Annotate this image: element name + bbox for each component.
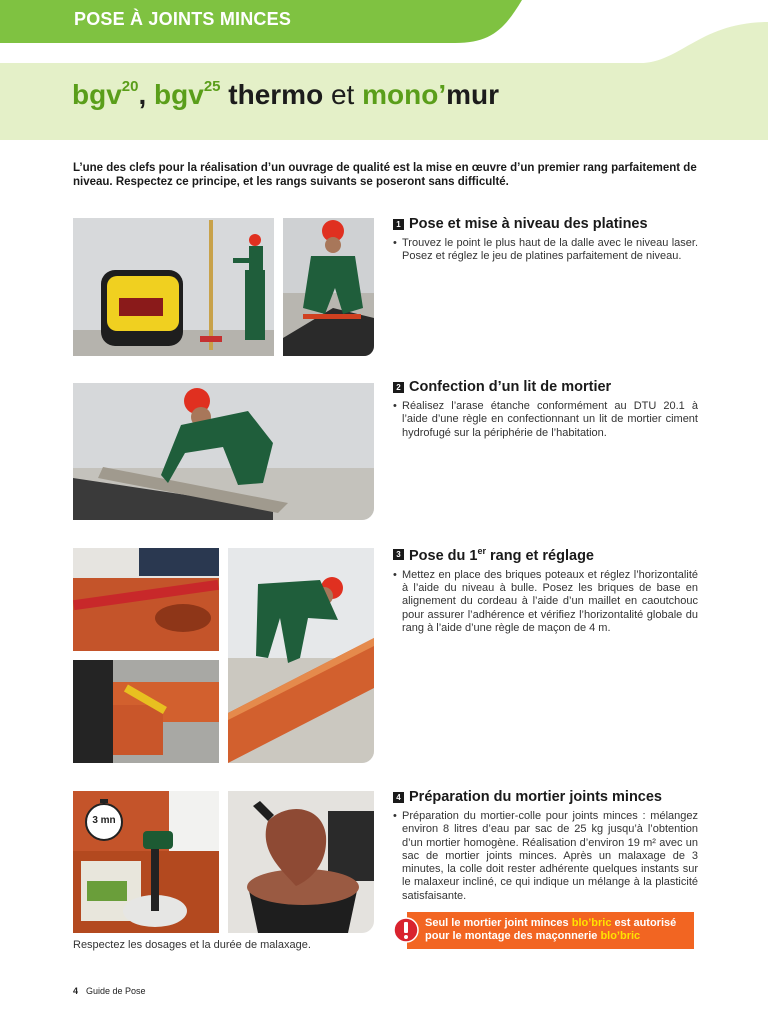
step-title: Pose et mise à niveau des platines (409, 216, 648, 232)
step-number: 1 (393, 219, 404, 230)
step-text: Réalisez l’arase étanche conformément au DTU 20.1 à l’aide d’une règle en confectionnant un lit de mortier ciment hydrofugé sur la périphérie de l’habitation. (402, 400, 698, 439)
step-number: 3 (393, 549, 404, 560)
page-number: 4 (73, 986, 79, 996)
photo-mortar-bed (73, 383, 374, 520)
step-title: Pose du 1er rang et réglage (409, 546, 594, 564)
step-text: Trouvez le point le plus haut de la dalle avec le niveau laser. Posez et réglez le jeu de platines parfaitement de niveau. (402, 237, 698, 263)
photo-mortar-consistency (228, 791, 374, 933)
step-number: 4 (393, 792, 404, 803)
page-footer (73, 986, 146, 996)
photo-caption: Respectez les dosages et la durée de malaxage. (73, 939, 311, 951)
step-text: Préparation du mortier-colle pour joints minces : mélangez environ 8 litres d’eau par sac de 25 kg jusqu’à l’obtention d’un mortier homogène. Réalisation d’environ 19 m² avec un sac de mortier joints minces. Après un malaxage de 3 minutes, la colle doit rester adhérente quelques instants sur le malaxeur incliné, ce qui indique un mélange à la plasticité satisfaisante. (402, 810, 698, 902)
intro-text: L’une des clefs pour la réalisation d’un ouvrage de qualité est la mise en œuvre d’un premier rang parfaitement de niveau. Respectez ce principe, et les rangs suivants se poseront sans difficulté. (73, 162, 697, 188)
step-number: 2 (393, 382, 404, 393)
step-1: 1 Pose et mise à niveau des platines • Trouvez le point le plus haut de la dalle avec le niveau laser. Posez et réglez le jeu de platines parfaitement de niveau. (393, 216, 698, 263)
step-4: 4 Préparation du mortier joints minces • Préparation du mortier-colle pour joints minces : mélangez environ 8 litres d’eau par sac de 25 kg jusqu’à l’obtention d’un mortier homogène. Réalisation d’environ 19 m² avec un sac de mortier joints minces. Après un malaxage de 3 minutes, la colle doit rester adhérente quelques instants sur le malaxeur incliné, ce qui indique un mélange à la plasticité satisfaisante. (393, 789, 698, 902)
page-title: bgv$^{20}$, bgv$^{25}$ thermo et mono’mur (72, 78, 500, 110)
photo-mallet (73, 660, 219, 763)
section-tag: POSE À JOINTS MINCES (74, 9, 292, 29)
step-text: Mettez en place des briques poteaux et réglez l’horizontalité à l’aide du niveau à bulle. Posez les briques de base en alignement du cordeau à l’aide d’un maillet en caoutchouc pour assurer l’adhérence et vérifiez l’horizontalité globale du rang à l’aide d’une règle de maçon de 4 m. (402, 568, 698, 635)
photo-laser-level (73, 218, 274, 356)
step-title: Confection d’un lit de mortier (409, 379, 612, 395)
photo-spirit-level (73, 548, 219, 651)
step-2: 2 Confection d’un lit de mortier • Réalisez l’arase étanche conformément au DTU 20.1 à l’aide d’une règle en confectionnant un lit de mortier ciment hydrofugé sur la périphérie de l’habitation. (393, 379, 698, 439)
footer-label: Guide de Pose (86, 986, 146, 996)
timer-label: 3 mn (92, 815, 116, 826)
photo-platines (283, 218, 374, 356)
photo-mixing (73, 791, 219, 933)
exclamation-icon (393, 917, 419, 943)
warning-callout (393, 912, 694, 949)
step-title: Préparation du mortier joints minces (409, 789, 662, 805)
photo-first-row (228, 548, 374, 763)
step-3: 3 Pose du 1er rang et réglage • Mettez en place des briques poteaux et réglez l’horizontalité à l’aide du niveau à bulle. Posez les briques de base en alignement du cordeau à l’aide d’un maillet en caoutchouc pour assurer l’adhérence et vérifiez l’horizontalité globale du rang à l’aide d’une règle de maçon de 4 m. (393, 546, 698, 635)
warning-box: Seul le mortier joint minces blo’bric est autorisé pour le montage des maçonnerie blo’bric (407, 912, 694, 949)
